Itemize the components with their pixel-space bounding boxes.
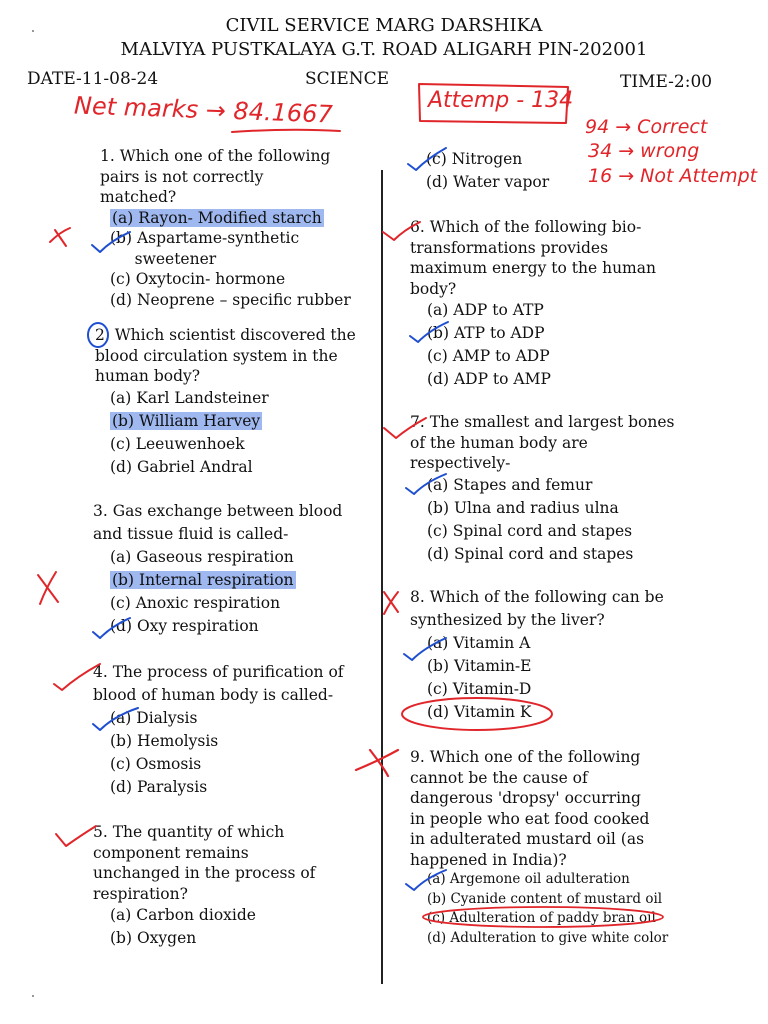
question-9-option-d: (d) Adulteration to give white color xyxy=(427,929,669,946)
question-9-stem: 9. Which one of the following cannot be the cause of dangerous 'dropsy' occurring in people who eat food cooked in adulterated mustard oil (as happened in India)? xyxy=(410,748,650,869)
question-3-option-c: (c) Anoxic respiration xyxy=(110,594,281,612)
question-1-stem: 1. Which one of the following pairs is not correctly matched? xyxy=(100,147,331,206)
question-7-option-b: (b) Ulna and radius ulna xyxy=(427,498,619,517)
question-7 xyxy=(410,412,674,566)
question-3-cross-mark xyxy=(38,572,58,604)
question-2 xyxy=(93,325,356,479)
question-8 xyxy=(410,586,664,724)
scan-speck xyxy=(32,995,34,997)
exam-time: TIME-2:00 xyxy=(620,72,713,92)
question-9-option-c: (c) Adulteration of paddy bran oil xyxy=(427,910,656,926)
question-5-stem: 5. The quantity of which component remains unchanged in the process of respiration? xyxy=(93,823,316,903)
question-1-option-b-cont: sweetener xyxy=(110,249,217,268)
question-8-option-c: (c) Vitamin-D xyxy=(427,680,532,698)
question-8-option-a: (a) Vitamin A xyxy=(427,634,531,652)
question-6-option-b: (b) ATP to ADP xyxy=(427,324,545,342)
question-2-option-d: (d) Gabriel Andral xyxy=(110,457,253,476)
question-6-option-d: (d) ADP to AMP xyxy=(427,370,551,388)
attempt-note: Attemp - 134 xyxy=(428,88,574,113)
institute-address: MALVIYA PUSTKALAYA G.T. ROAD ALIGARH PIN-202001 xyxy=(120,39,648,60)
exam-date: DATE-11-08-24 xyxy=(27,69,159,89)
correct-count-note: 94 → Correct xyxy=(585,116,708,138)
highlight: (a) Rayon- Modified starch xyxy=(112,208,322,227)
question-4-stem: 4. The process of purification of blood of human body is called- xyxy=(93,663,344,704)
question-8-option-d: (d) Vitamin K xyxy=(427,703,532,721)
question-6 xyxy=(410,217,656,391)
question-3-option-a: (a) Gaseous respiration xyxy=(110,548,294,566)
question-5-option-d: (d) Water vapor xyxy=(426,173,550,191)
question-7-stem: 7. The smallest and largest bones of the human body are respectively- xyxy=(410,413,675,472)
question-3-stem: 3. Gas exchange between blood and tissue fluid is called- xyxy=(93,502,343,543)
question-1-option-c: (c) Oxytocin- hormone xyxy=(110,270,286,288)
question-5-option-b: (b) Oxygen xyxy=(110,929,197,947)
net-marks-note: Net marks → 84.1667 xyxy=(73,91,334,129)
question-7-option-a: (a) Stapes and femur xyxy=(427,475,593,494)
question-2-option-c: (c) Leeuwenhoek xyxy=(110,434,245,453)
net-marks-underline xyxy=(232,130,340,132)
question-4 xyxy=(93,661,344,799)
question-3-option-b xyxy=(110,569,342,592)
question-8-cross-mark xyxy=(384,592,398,614)
question-1-option-b: (b) Aspartame-synthetic xyxy=(110,229,300,247)
institute-title: CIVIL SERVICE MARG DARSHIKA xyxy=(225,15,543,36)
question-2-option-a: (a) Karl Landsteiner xyxy=(110,388,269,407)
not-attempt-count-note: 16 → Not Attempt xyxy=(588,165,758,187)
exam-subject: SCIENCE xyxy=(305,69,390,89)
question-6-option-a: (a) ADP to ATP xyxy=(427,301,544,319)
highlight: (b) William Harvey xyxy=(112,411,261,430)
question-4-option-c: (c) Osmosis xyxy=(110,755,202,773)
column-divider xyxy=(381,170,383,984)
question-5 xyxy=(93,822,315,950)
question-7-option-c: (c) Spinal cord and stapes xyxy=(427,521,633,540)
question-9-option-a: (a) Argemone oil adulteration xyxy=(427,871,630,887)
question-5-tick-mark xyxy=(56,826,96,846)
scan-speck xyxy=(32,30,34,32)
question-5-option-c: (c) Nitrogen xyxy=(426,150,523,168)
question-2-option-b xyxy=(110,410,356,433)
question-9-option-b: (b) Cyanide content of mustard oil xyxy=(427,890,663,907)
question-1-cross-mark xyxy=(50,228,70,246)
question-6-stem: 6. Which of the following bio- transformations provides maximum energy to the human body? xyxy=(410,218,656,298)
question-4-option-d: (d) Paralysis xyxy=(110,778,208,796)
question-9-cross-mark xyxy=(356,750,398,776)
question-8-option-b: (b) Vitamin-E xyxy=(427,657,532,675)
question-6-option-c: (c) AMP to ADP xyxy=(427,347,550,365)
question-4-option-b: (b) Hemolysis xyxy=(110,732,219,750)
question-4-option-a: (a) Dialysis xyxy=(110,709,198,727)
question-1 xyxy=(93,146,351,310)
question-3-option-d: (d) Oxy respiration xyxy=(110,617,259,635)
question-7-option-d: (d) Spinal cord and stapes xyxy=(427,544,634,563)
question-5-continued xyxy=(426,148,549,194)
question-1-option-a xyxy=(110,208,351,229)
question-8-stem: 8. Which of the following can be synthesized by the liver? xyxy=(410,588,664,629)
question-2-stem: 2. Which scientist discovered the blood circulation system in the human body? xyxy=(95,326,356,385)
highlight: (b) Internal respiration xyxy=(112,571,294,589)
question-1-option-d: (d) Neoprene – specific rubber xyxy=(110,290,351,309)
question-5-option-a: (a) Carbon dioxide xyxy=(110,906,256,924)
wrong-count-note: 34 → wrong xyxy=(588,140,700,162)
question-9 xyxy=(410,747,668,948)
question-3 xyxy=(93,500,342,638)
